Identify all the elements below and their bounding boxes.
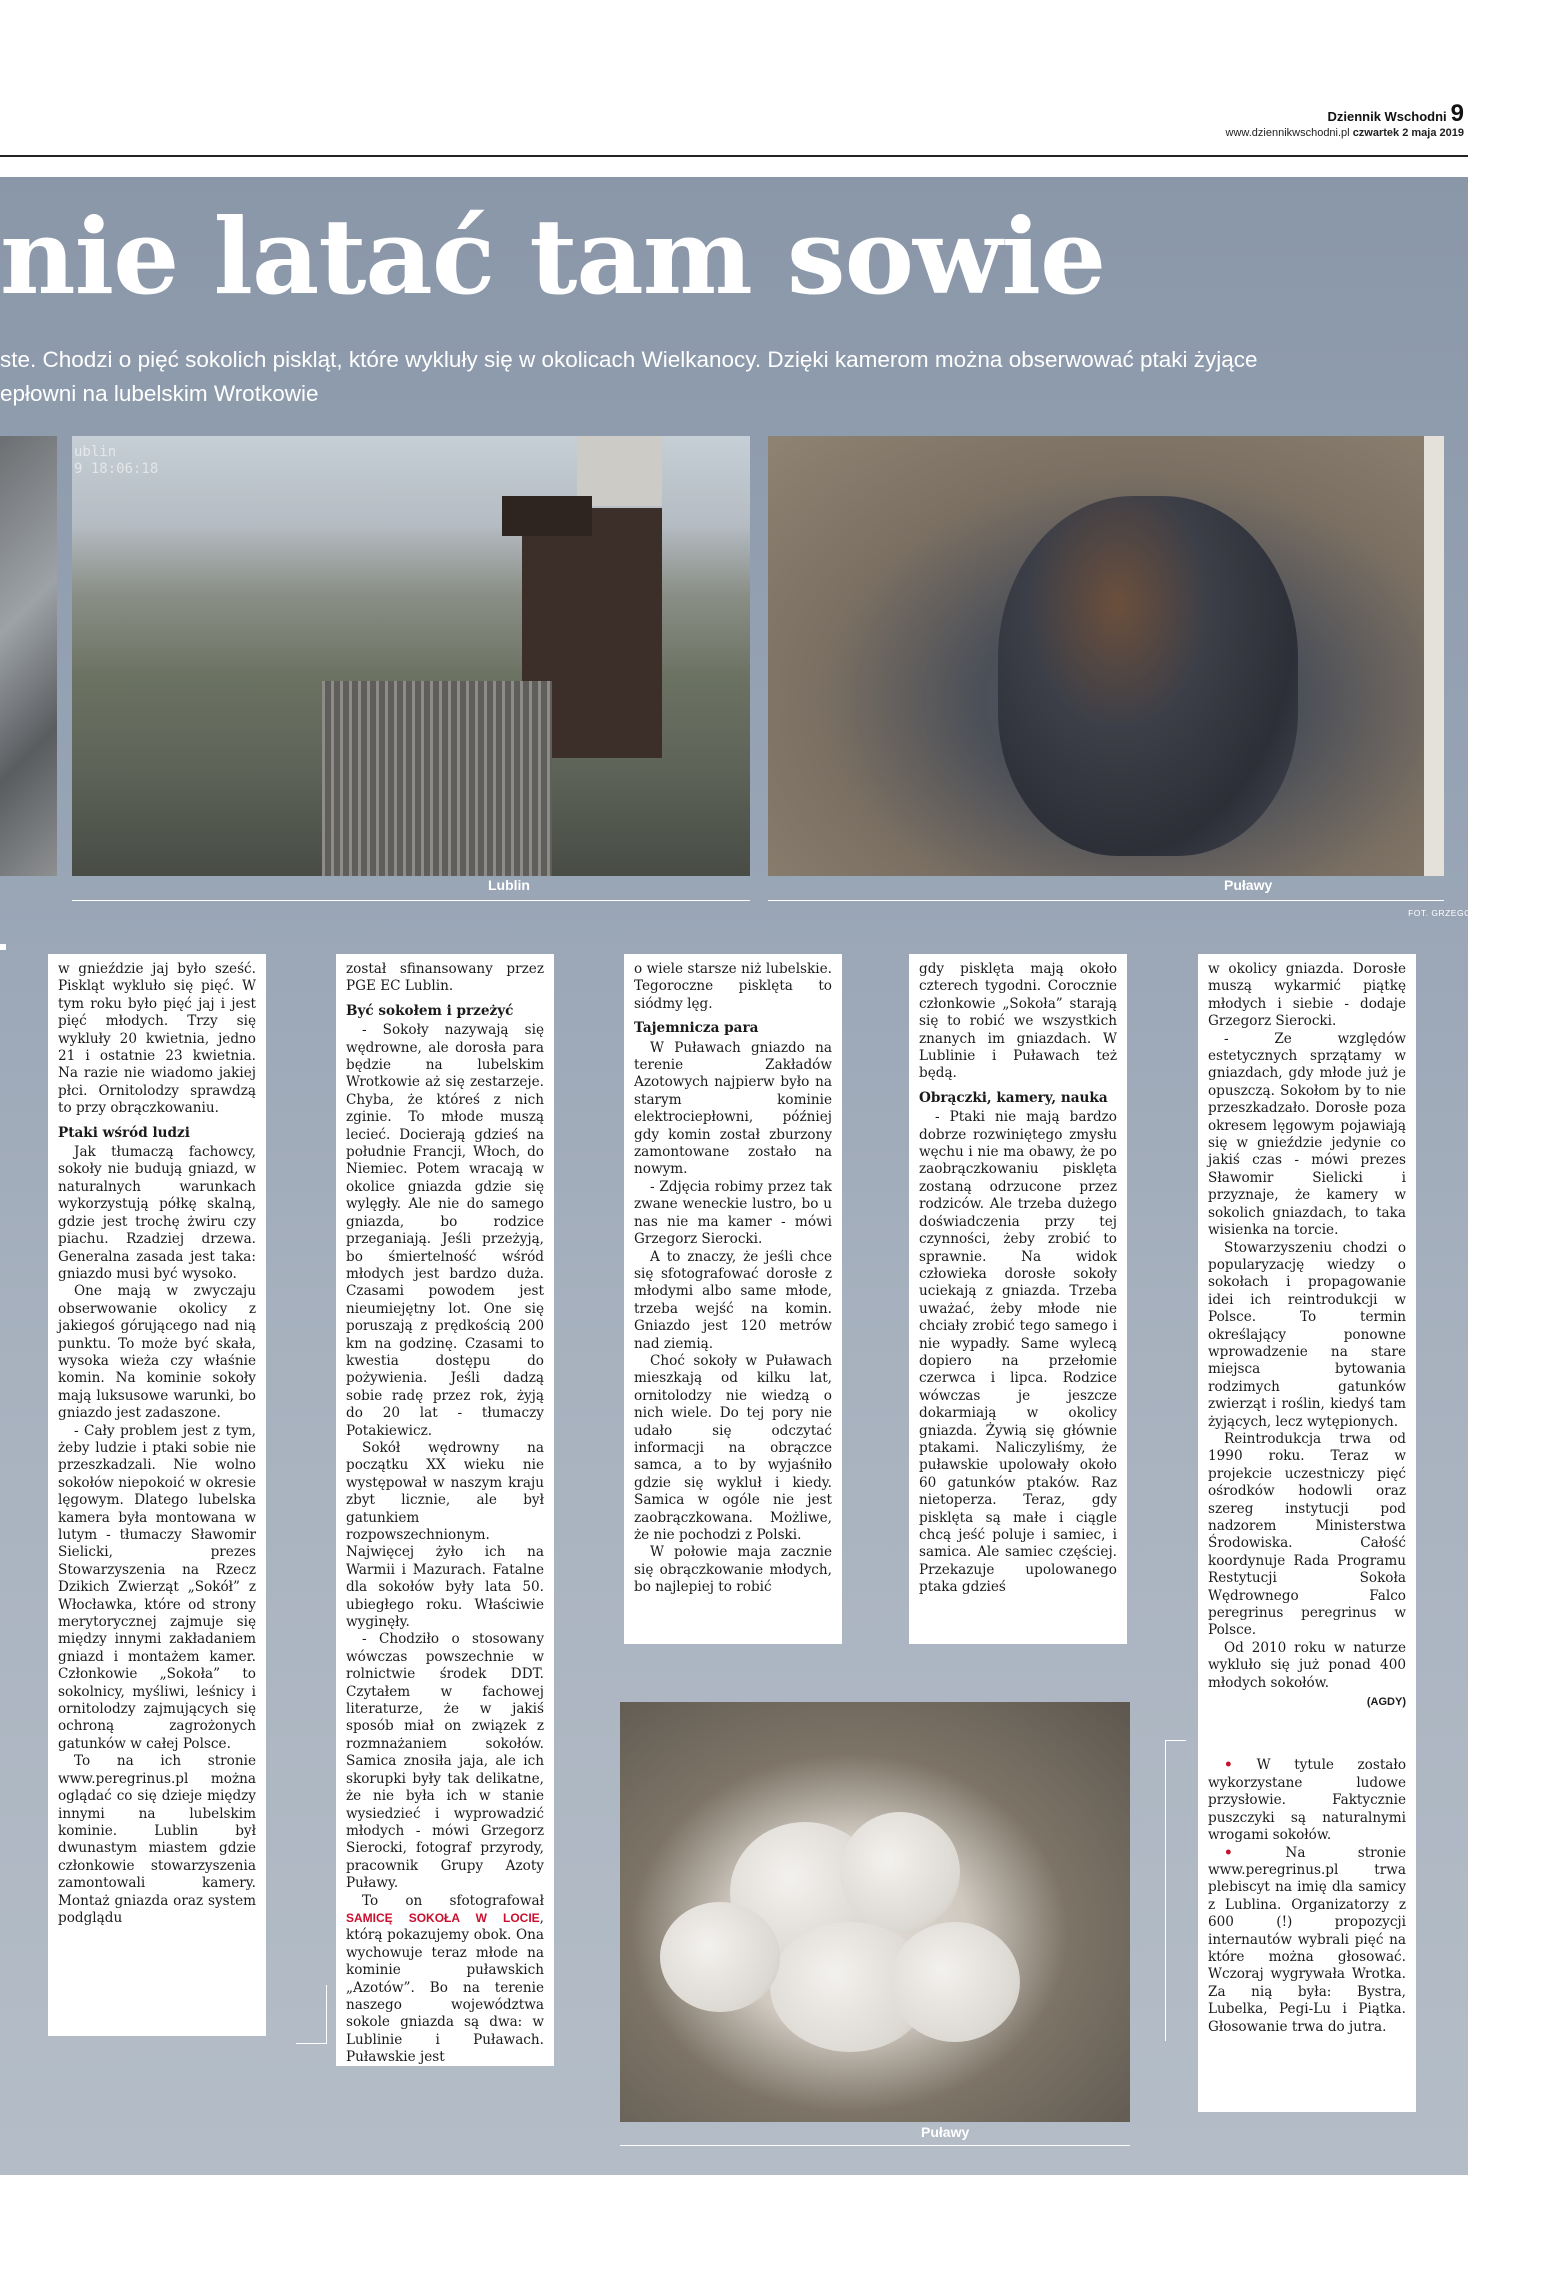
top-rule [0, 155, 1468, 157]
paragraph: - Ze względów estetycznych sprzątamy w gniazdach, gdy młode już je opuszczą. Sokołom by to nie przeszkadzało. Dorosłe poza okresem lęgowym pojawiają się w gnieździe jedynie co jakiś czas - mówi prezes Sławomir Sielicki i przyznaje, że kamery w sokolich gniazdach, to taka wisienka na torcie. [1208, 1030, 1406, 1239]
lead-paragraph [0, 343, 1450, 411]
paragraph: A to znaczy, że jeśli chce się sfotografować dorosłe z młodymi albo same młode, trzeba wejść na komin. Gniazdo jest 120 metrów nad ziemią. [634, 1248, 832, 1352]
nest-roof-shape [502, 496, 592, 536]
masthead [1226, 102, 1465, 139]
paragraph: W połowie maja zacznie się obrączkowanie młodych, bo najlepiej to robić [634, 1544, 832, 1596]
sidebar-fact-text: W tytule zostało wykorzystane ludowe przysłowie. Faktycznie puszczyki są naturalnymi wrogami sokołów. [1208, 1757, 1406, 1844]
caption-lublin: Lublin [488, 877, 530, 893]
paragraph: - Chodziło o stosowany wówczas powszechnie w rolnictwie środek DDT. Czytałem w fachowej literaturze, że w jakiś sposób miał on związek z rozmnażaniem sokołów. Samica znosiła jaja, ale ich skorupki były tak delikatne, że nie była ich w stanie wysiedzieć i wyprowadzić młodych - mówi Grzegorz Sierocki, fotograf przyrody, pracownik Grupy Azoty Puławy. [346, 1631, 544, 1892]
paragraph: One mają w zwyczaju obserwowanie okolicy z jakiegoś górującego nad nią punktu. To może być skała, wysoka wieża czy właśnie komin. Na kominie sokoły mają luksusowe warunki, bo gniazdo jest zadaszone. [58, 1283, 256, 1422]
paragraph: W Puławach gniazdo na terenie Zakładów Azotowych najpierw było na starym kominie elektrociepłowni, później gdy komin został zburzony zamontowane zostało na nowym. [634, 1039, 832, 1178]
photo-credit: FOT. GRZEGORZ SIEROCKI [1408, 908, 1531, 918]
paragraph: - Cały problem jest z tym, żeby ludzie i ptaki sobie nie przeszkadzali. Nie wolno sokołów niepokoić w okresie lęgowym. Dlatego lubelska kamera była montowana w lutym - tłumaczy Sławomir Sielicki, prezes Stowarzyszenia na Rzecz Dzikich Zwierząt „Sokół” z Włocławka, które od strony merytorycznej zajmuje się między innymi zakładaniem gniazd i montażem kamer. Członkowie „Sokoła” to sokolnicy, myśliwi, leśnicy i ornitolodzy zajmujących się ochroną zagrożonych gatunków w całej Polsce. [58, 1422, 256, 1752]
caption-rule [620, 2145, 1130, 2146]
chick-shape [840, 1812, 960, 1932]
falcon-shape [998, 496, 1298, 856]
section-subheading: Ptaki wśród ludzi [58, 1124, 190, 1141]
caption-pulawy-falcon: Puławy [1224, 877, 1273, 893]
text-column-2 [336, 954, 554, 2066]
photo-lublin-nest-camera [72, 436, 750, 876]
page-number: 9 [1450, 100, 1464, 127]
camera-overlay-text: ublin 9 18:06:18 [74, 444, 159, 477]
caption-rule [72, 900, 750, 901]
section-subheading: Być sokołem i przeżyć [346, 1002, 514, 1019]
photo-pulawy-chicks [620, 1702, 1130, 2122]
paragraph: Od 2010 roku w naturze wykluło się już ponad 400 młodych sokołów. [1208, 1639, 1406, 1691]
paragraph: Stowarzyszeniu chodzi o popularyzację wiedzy o sokołach i propagowanie idei ich reintrodukcji w Polsce. To termin określający ponowne wprowadzenie na stare miejsca bytowania rodzimych gatunków zwierząt i roślin, kiedyś tam żyjących, lecz wytępionych. [1208, 1239, 1406, 1430]
spacer [1208, 1711, 1406, 1757]
paper-name: Dziennik Wschodni [1327, 109, 1447, 124]
paragraph: w okolicy gniazda. Dorosłe muszą wykarmić piątkę młodych i siebie - dodaje Grzegorz Sierocki. [1208, 961, 1406, 1030]
paragraph: został sfinansowany przez PGE EC Lublin. [346, 961, 544, 995]
paragraph: Jak tłumaczą fachowcy, sokoły nie budują gniazd, w naturalnych warunkach wykorzystują półkę skalną, gdzie jest trochę żwiru czy piachu. Rzadziej drzewa. Generalna zasada jest taka: gniazdo musi być wysoko. [58, 1144, 256, 1282]
caption-pulawy-chicks: Puławy [921, 2124, 970, 2140]
paragraph: gdy pisklęta mają około czterech tygodni. Corocznie członkowie „Sokoła” starają się to robić we wszystkich znanych im gniazdach. W Lublinie i Puławach też będą. [919, 961, 1117, 1082]
photo-falcon-partial [0, 436, 57, 876]
highlight-reference: SAMICĘ SOKOŁA W LOCIE [346, 1910, 540, 1925]
author-signature: (AGDY) [1366, 1696, 1406, 1709]
paragraph: Reintrodukcja trwa od 1990 roku. Teraz w projekcie uczestniczy pięć ośrodków hodowli oraz szereg instytucji pod nadzorem Ministerstwa Środowiska. Całość koordynuje Rada Programu Restytucji Sokoła Wędrownego Falco peregrinus peregrinus w Polsce. [1208, 1430, 1406, 1639]
connector-line [0, 944, 6, 950]
paragraph: Sokół wędrowny na początku XX wieku nie występował w naszym kraju zbyt licznie, ale był gatunkiem rozpowszechnionym. Najwięcej żyło ich na Warmii i Mazurach. Fatalne dla sokołów były lata 50. ubiegłego roku. Właściwie wyginęły. [346, 1439, 544, 1631]
lead-line: ste. Chodzi o pięć sokolich piskląt, które wykluły się w okolicach Wielkanocy. Dzięki kamerom można obserwować ptaki żyjące [0, 347, 1258, 372]
bullet-icon: • [1224, 1757, 1257, 1774]
nest-wall-shape [1424, 436, 1444, 876]
paragraph: - Zdjęcia robimy przez tak zwane weneckie lustro, bo u nas nie ma kamer - mówi Grzegorz Sierocki. [634, 1178, 832, 1248]
sidebar-fact [1208, 1757, 1406, 1844]
connector-line [296, 1985, 327, 2044]
sidebar-fact-text: Na stronie www.peregrinus.pl trwa plebiscyt na imię dla samicy z Lublina. Organizatorzy z 600 (!) propozycji internautów wybrali pięć na które można głosować. Wczoraj wygrywała Wrotka. Za nią była: Bystra, Lubelka, Pegi-Lu i Piątka. Głosowanie trwa do jutra. [1208, 1844, 1407, 2035]
paragraph: o wiele starsze niż lubelskie. Tegoroczne pisklęta to siódmy lęg. [634, 961, 832, 1012]
bullet-icon: • [1224, 1844, 1286, 1861]
lead-line: epłowni na lubelskim Wrotkowie [0, 381, 319, 406]
text-column-1 [48, 954, 266, 2036]
paragraph: To on sfotografował SAMICĘ SOKOŁA W LOCIE, którą pokazujemy obok. Ona wychowuje teraz młode na kominie puławskich „Azotów”. Bo na terenie naszego województwa sokole gniazda są dwa: w Lublinie i Puławach. Puławskie jest [346, 1892, 544, 2066]
paragraph: - Sokoły nazywają się wędrowne, ale dorosła para będzie na lubelskim Wrotkowie aż się zestarzeje. Chyba, że któreś z nich zginie. To młode muszą lecieć. Docierają gdzieś na południe Francji, Włoch, do Niemiec. Potem wracają w okolice gniazda gdzie się wylęgły. Ale nie do samego gniazda, bo rodzice przeganiają. Jeśli przeżyją, bo śmiertelność wśród młodych jest bardzo duża. Czasami powodem jest nieumiejętny lot. One się poruszają z prędkością 200 km na godzinę. Czasami to kwestia dostępu do pożywienia. Jeśli dadzą sobie radę przez rok, żyją do 20 lat - tłumaczy Potakiewicz. [346, 1022, 544, 1439]
text-column-4 [909, 954, 1127, 1644]
grate-platform-shape [322, 681, 552, 876]
paper-url: www.dziennikwschodni.pl [1225, 127, 1350, 139]
photo-pulawy-adult-falcon [768, 436, 1444, 876]
text-column-5 [1198, 954, 1416, 2112]
text-column-3 [624, 954, 842, 1644]
paragraph: w gnieździe jaj było sześć. Piskląt wykluło się pięć. W tym roku było pięć jaj i jest pięć młodych. Trzy się wykluły 20 kwietnia, jedno 21 i ostatnie 23 kwietnia. Na razie nie wiadomo jakiej płci. Ornitolodzy sprawdzą to przy obrączkowaniu. [58, 961, 256, 1117]
connector-line [1165, 1740, 1186, 2041]
sidebar-fact [1208, 1845, 1406, 2036]
paragraph: To na ich stronie www.peregrinus.pl można oglądać co się dzieje między innymi na lubelskim kominie. Lublin był dwunastym miastem gdzie członkowie stowarzyszenia zamontowali kamery. Montaż gniazda oraz system podglądu [58, 1753, 256, 1926]
chick-shape [660, 1902, 780, 2012]
headline: nie latać tam sowie [0, 205, 1106, 309]
issue-date: czwartek 2 maja 2019 [1352, 127, 1464, 139]
caption-rule [768, 900, 1444, 901]
section-subheading: Obrączki, kamery, nauka [919, 1089, 1108, 1106]
paragraph: Choć sokoły w Puławach mieszkają od kilku lat, ornitolodzy nie wiedzą o nich wiele. Do tej pory nie udało się odczytać informacji na obrączce samca, a to by wyjaśniło gdzie się wykluł i kiedy. Samica w ogóle nie jest zaobrączkowana. Możliwe, że nie pochodzi z Polski. [634, 1352, 832, 1543]
chick-shape [890, 1922, 1020, 2042]
paragraph: - Ptaki nie mają bardzo dobrze rozwiniętego zmysłu węchu i nie ma obawy, że po zaobrączkowaniu pisklęta zostaną odrzucone przez rodziców. Ale trzeba dużego doświadczenia przy tej czynności, żeby zrobić to sprawnie. Na widok człowieka dorosłe sokoły uciekają z gniazda. Trzeba uważać, żeby młode nie chciały zrobić tego samego i nie wypadły. Same wylecą dopiero na przełomie czerwca i lipca. Rodzice wówczas je jeszcze dokarmiają w okolicy gniazda. Żywią się głównie ptakami. Naliczyliśmy, że puławskie upolowały około 60 gatunków ptaków. Raz nietoperza. Teraz, gdy pisklęta są małe i ciągle chcą jeść poluje i samiec, i samica. Ale samiec częściej. Przekazuje upolowanego ptaka gdzieś [919, 1109, 1117, 1596]
section-subheading: Tajemnicza para [634, 1020, 759, 1037]
